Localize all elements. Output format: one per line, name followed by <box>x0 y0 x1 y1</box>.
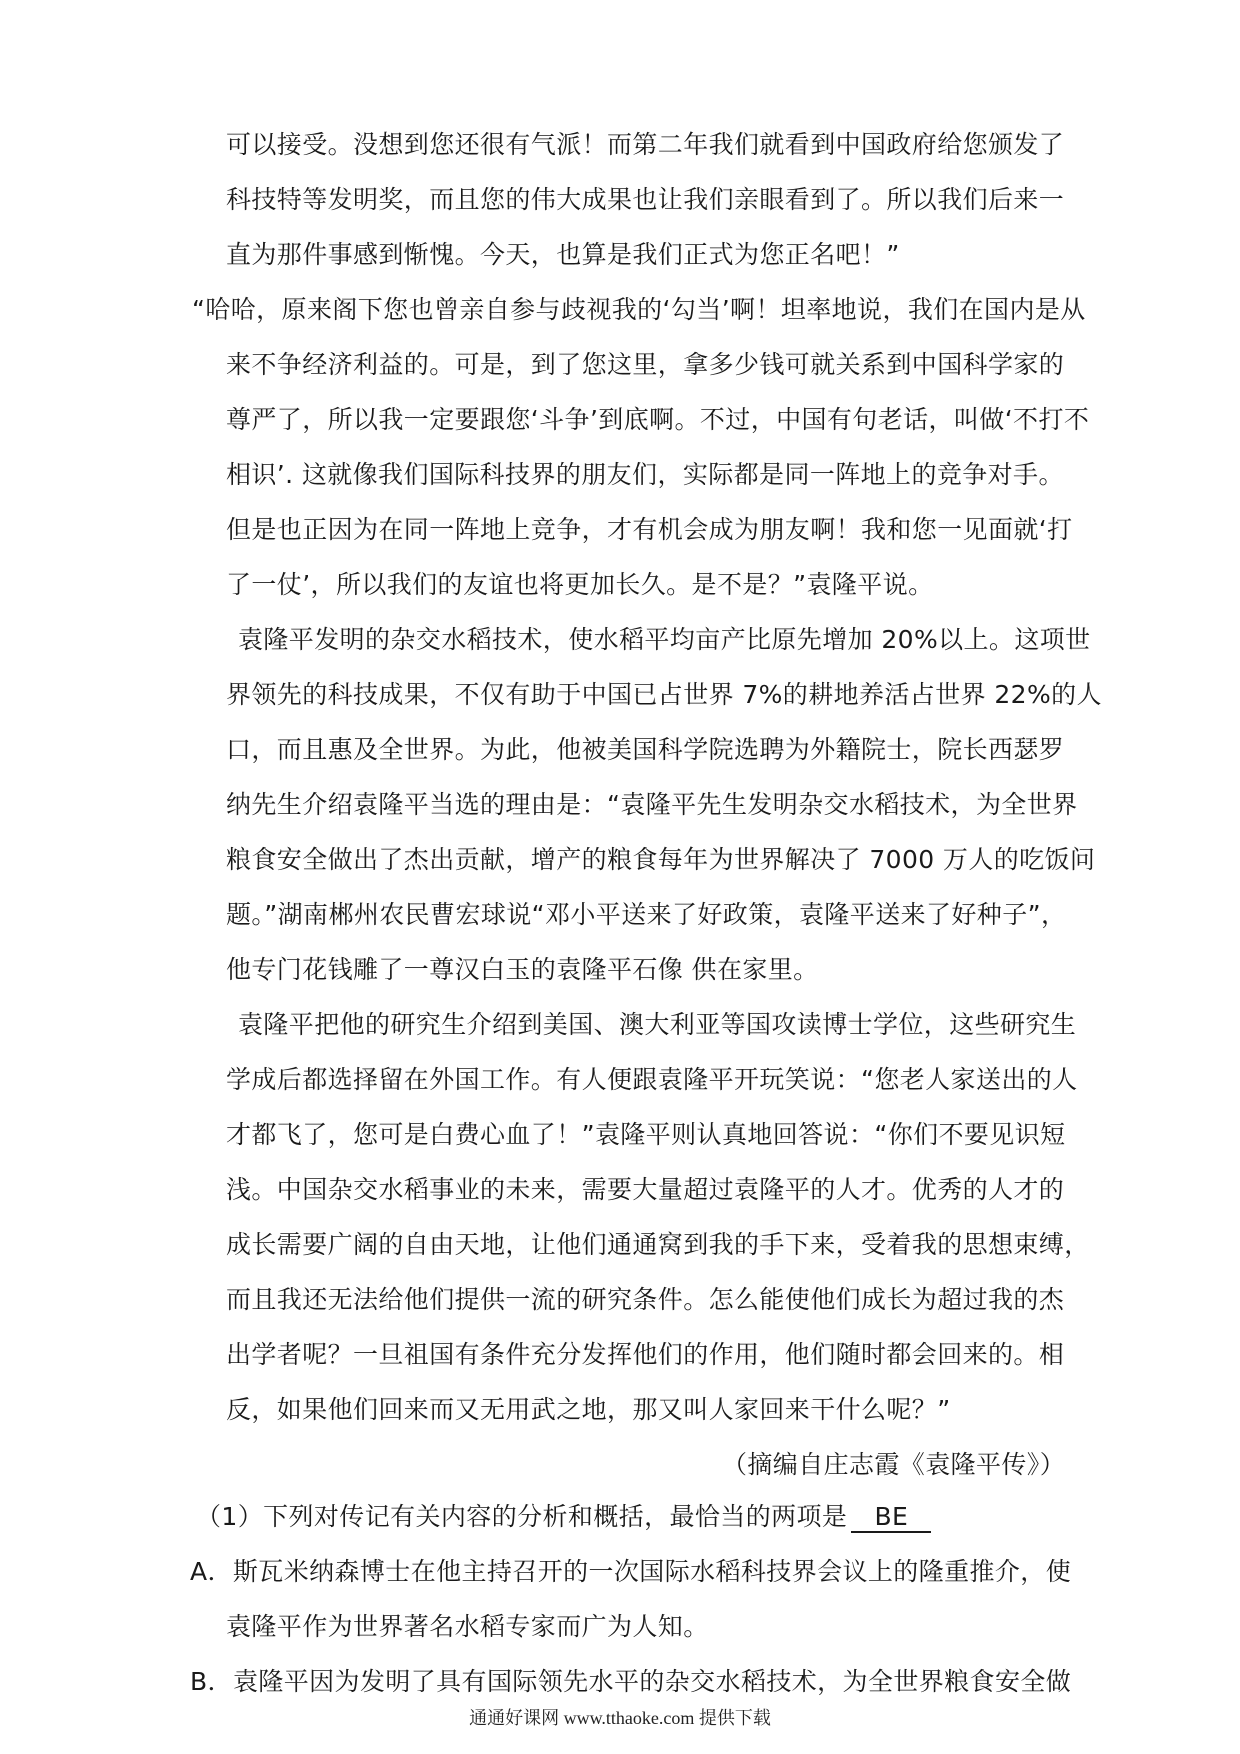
passage-line: 口，而且惠及全世界。为此，他被美国科学院选聘为外籍院士，院长西瑟罗 <box>226 735 1065 764</box>
passage-line: 才都飞了，您可是白费心血了！”袁隆平则认真地回答说：“你们不要见识短 <box>226 1120 1066 1149</box>
answer-blank: BE <box>851 1503 931 1533</box>
passage-line: 科技特等发明奖，而且您的伟大成果也让我们亲眼看到了。所以我们后来一 <box>226 185 1065 214</box>
passage-line: 可以接受。没想到您还很有气派！而第二年我们就看到中国政府给您颁发了 <box>226 130 1065 159</box>
passage-line: 尊严了，所以我一定要跟您‘斗争’到底啊。不过，中国有句老话，叫做‘不打不 <box>226 405 1090 434</box>
page-footer: 通通好课网 www.tthaoke.com 提供下载 <box>469 1708 771 1728</box>
passage-line: 他专门花钱雕了一尊汉白玉的袁隆平石像 供在家里。 <box>226 955 819 984</box>
passage-line: 题。”湖南郴州农民曹宏球说“邓小平送来了好政策，袁隆平送来了好种子”， <box>226 900 1067 929</box>
passage-line: 反，如果他们回来而又无用武之地，那又叫人家回来干什么呢？” <box>226 1395 951 1424</box>
passage-line: 直为那件事感到惭愧。今天，也算是我们正式为您正名吧！” <box>226 240 900 269</box>
question-stem <box>196 1500 931 1534</box>
passage-line: 界领先的科技成果，不仅有助于中国已占世界 7%的耕地养活占世界 22%的人 <box>226 680 1102 709</box>
passage-line: 了一仗’，所以我们的友谊也将更加长久。是不是？”袁隆平说。 <box>226 570 934 599</box>
passage-line: “哈哈，原来阁下您也曾亲自参与歧视我的‘勾当’啊！坦率地说，我们在国内是从 <box>192 295 1086 324</box>
passage-line: 袁隆平把他的研究生介绍到美国、澳大利亚等国攻读博士学位，这些研究生 <box>238 1010 1077 1039</box>
passage-line: 浅。中国杂交水稻事业的未来，需要大量超过袁隆平的人才。优秀的人才的 <box>226 1175 1065 1204</box>
passage-line: 袁隆平发明的杂交水稻技术，使水稻平均亩产比原先增加 20%以上。这项世 <box>238 625 1091 654</box>
option-b: B．袁隆平因为发明了具有国际领先水平的杂交水稻技术，为全世界粮食安全做 <box>190 1667 1072 1696</box>
passage-line: 但是也正因为在同一阵地上竞争，才有机会成为朋友啊！我和您一见面就‘打 <box>226 515 1073 544</box>
passage-line: 粮食安全做出了杰出贡献，增产的粮食每年为世界解决了 7000 万人的吃饭问 <box>226 845 1096 874</box>
source-citation: （摘编自庄志霞《袁隆平传》） <box>722 1450 1066 1479</box>
passage-line: 出学者呢？一旦祖国有条件充分发挥他们的作用，他们随时都会回来的。相 <box>226 1340 1065 1369</box>
passage-line: 而且我还无法给他们提供一流的研究条件。怎么能使他们成长为超过我的杰 <box>226 1285 1065 1314</box>
passage-line: 成长需要广阔的自由天地，让他们通通窝到我的手下来，受着我的思想束缚， <box>226 1230 1090 1259</box>
passage-line: 来不争经济利益的。可是，到了您这里，拿多少钱可就关系到中国科学家的 <box>226 350 1065 379</box>
option-a-continued: 袁隆平作为世界著名水稻专家而广为人知。 <box>226 1612 709 1641</box>
question-stem-text: （1）下列对传记有关内容的分析和概括，最恰当的两项是 <box>196 1502 848 1531</box>
option-a: A．斯瓦米纳森博士在他主持召开的一次国际水稻科技界会议上的隆重推介，使 <box>190 1557 1072 1586</box>
passage-line: 纳先生介绍袁隆平当选的理由是：“袁隆平先生发明杂交水稻技术，为全世界 <box>226 790 1078 819</box>
passage-line: 学成后都选择留在外国工作。有人便跟袁隆平开玩笑说：“您老人家送出的人 <box>226 1065 1078 1094</box>
passage-line: 相识’. 这就像我们国际科技界的朋友们，实际都是同一阵地上的竞争对手。 <box>226 460 1064 489</box>
